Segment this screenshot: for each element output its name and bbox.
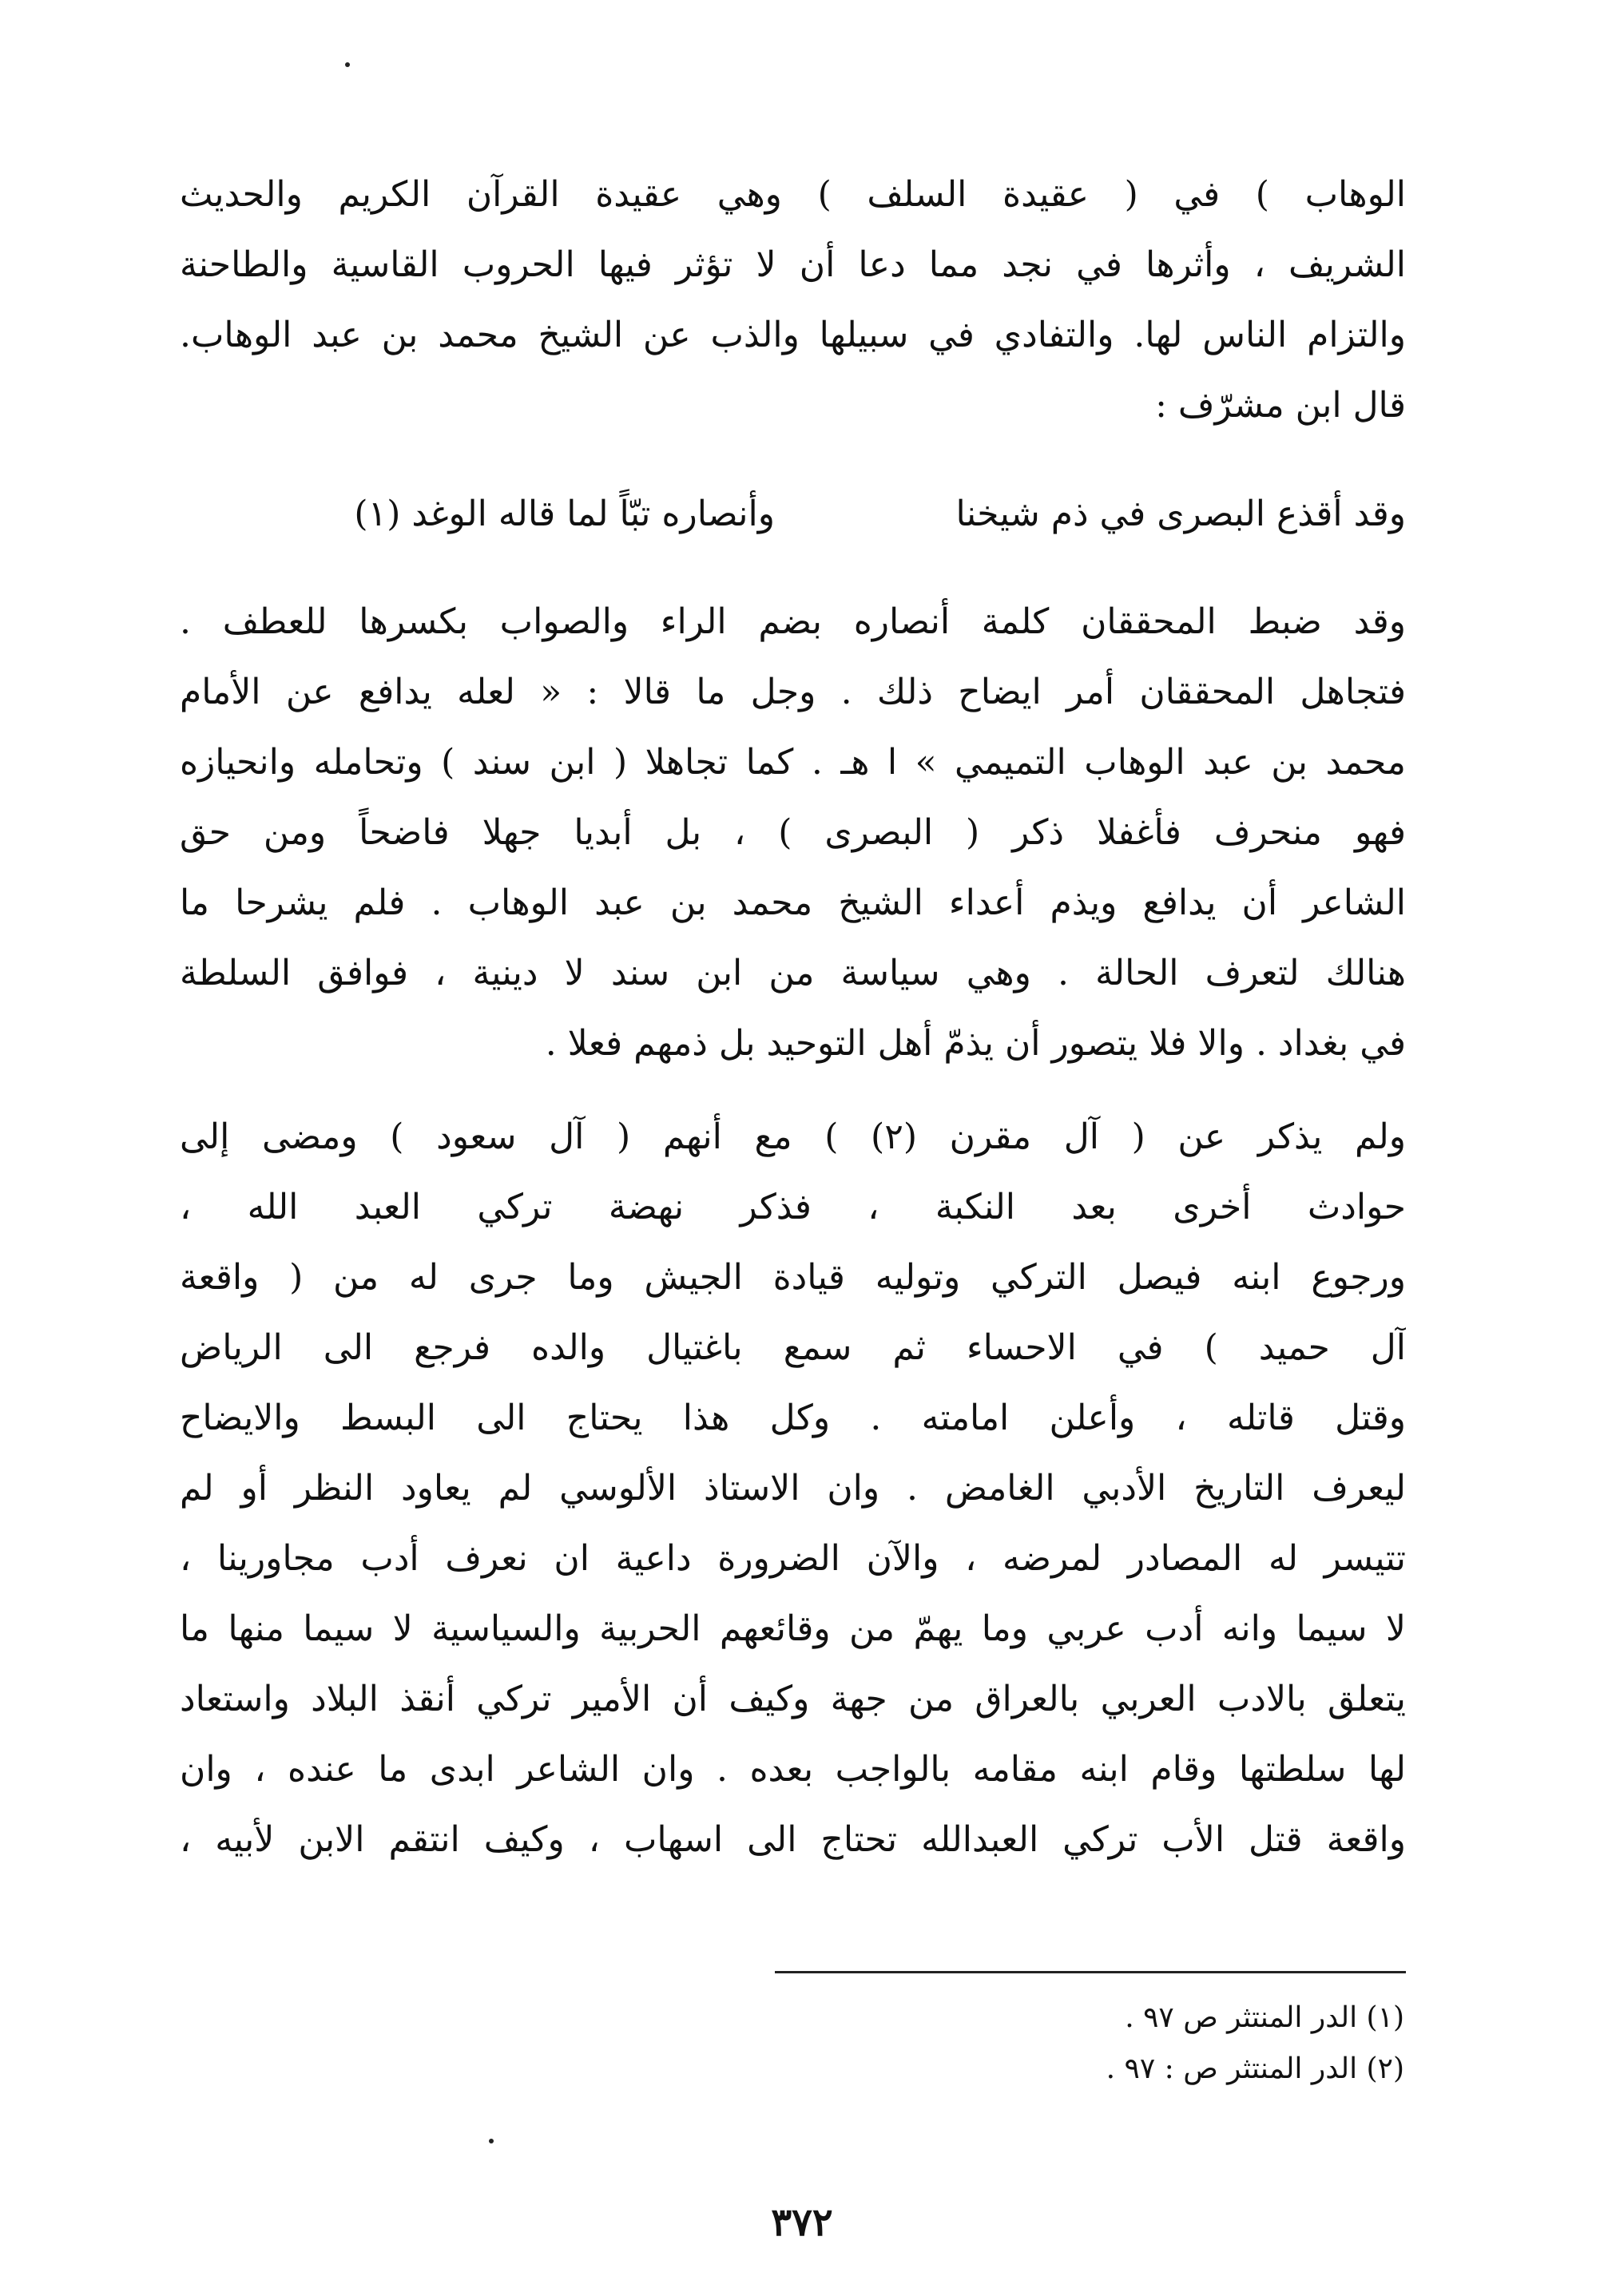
paragraph-3-line: ليعرف التاريخ الأدبي الغامض . وان الاستاذ الألوسي لم يعاود النظر أو لم <box>180 1468 1406 1509</box>
paragraph-3-line: ولم يذكر عن ( آل مقرن (٢) ) مع أنهم ( آل سعود ) ومضى إلى <box>180 1116 1406 1157</box>
footnote-2: (٢) الدر المنتثر ص : ٩٧ . <box>1106 2052 1404 2085</box>
paragraph-1-line: الشريف ، وأثرها في نجد مما دعا أن لا تؤثر فيها الحروب القاسية والطاحنة <box>180 244 1406 285</box>
scan-speck <box>345 62 350 67</box>
paragraph-2-line: فتجاهل المحققان أمر ايضاح ذلك . وجل ما قالا : « لعله يدافع عن الأمام <box>180 672 1406 712</box>
footnotes <box>1106 1993 1404 2095</box>
paragraph-3-line: وقتل قاتله ، وأعلن امامته . وكل هذا يحتاج الى البسط والايضاح <box>180 1398 1406 1438</box>
paragraph-3-line: لا سيما وانه أدب عربي وما يهمّ من وقائعهم الحربية والسياسية لا سيما منها ما <box>180 1608 1406 1649</box>
paragraph-1-line: قال ابن مشرّف : <box>1155 385 1406 426</box>
paragraph-3 <box>180 1102 1406 1875</box>
paragraph-3-line: حوادث أخرى بعد النكبة ، فذكر نهضة تركي العبد الله ، <box>180 1187 1406 1227</box>
paragraph-3-line: يتعلق بالادب العربي بالعراق من جهة وكيف أن الأمير تركي أنقذ البلاد واستعاد <box>180 1679 1406 1719</box>
paragraph-2-line: في بغداد . والا فلا يتصور أن يذمّ أهل التوحيد بل ذمهم فعلا . <box>545 1023 1406 1064</box>
verse-second-hemistich: وأنصاره تبّاً لما قاله الوغد (١) <box>354 494 775 534</box>
paragraph-2-line: هنالك لتعرف الحالة . وهي سياسة من ابن سند لا دينية ، فوافق السلطة <box>180 953 1406 993</box>
paragraph-2-line: وقد ضبط المحققان كلمة أنصاره بضم الراء والصواب بكسرها للعطف . <box>180 601 1406 642</box>
paragraph-2-line: الشاعر أن يدافع ويذم أعداء الشيخ محمد بن عبد الوهاب . فلم يشرحا ما <box>180 882 1406 923</box>
paragraph-2-line: محمد بن عبد الوهاب التميمي » ا هـ . كما تجاهلا ( ابن سند ) وتحامله وانحيازه <box>180 742 1406 783</box>
paragraph-1 <box>180 160 1406 441</box>
paragraph-1-line: الوهاب ) في ( عقيدة السلف ) وهي عقيدة القرآن الكريم والحديث <box>180 174 1406 215</box>
paragraph-3-line: آل حميد ) في الاحساء ثم سمع باغتيال والده فرجع الى الرياض <box>180 1327 1406 1368</box>
page-number: ٣٧٢ <box>771 2200 833 2245</box>
scan-speck <box>489 2139 494 2143</box>
paragraph-2 <box>180 587 1406 1079</box>
paragraph-3-line: واقعة قتل الأب تركي العبدالله تحتاج الى اسهاب ، وكيف انتقم الابن لأبيه ، <box>180 1819 1406 1860</box>
paragraph-3-line: ورجوع ابنه فيصل التركي وتوليه قيادة الجيش وما جرى له من ( واقعة <box>180 1257 1406 1298</box>
paragraph-3-line: تتيسر له المصادر لمرضه ، والآن الضرورة داعية ان نعرف أدب مجاورينا ، <box>180 1538 1406 1579</box>
footnote-separator <box>775 1971 1406 1973</box>
verse-first-hemistich: وقد أقذع البصرى في ذم شيخنا <box>955 494 1406 534</box>
paragraph-3-line: لها سلطتها وقام ابنه مقامه بالواجب بعده . وان الشاعر ابدى ما عنده ، وان <box>180 1749 1406 1790</box>
footnote-1: (١) الدر المنتثر ص ٩٧ . <box>1125 2001 1404 2034</box>
paragraph-1-line: والتزام الناس لها. والتفادي في سبيلها والذب عن الشيخ محمد بن عبد الوهاب. <box>180 315 1406 355</box>
paragraph-2-line: فهو منحرف فأغفلا ذكر ( البصرى ) ، بل أبديا جهلا فاضحاً ومن حق <box>180 812 1406 853</box>
